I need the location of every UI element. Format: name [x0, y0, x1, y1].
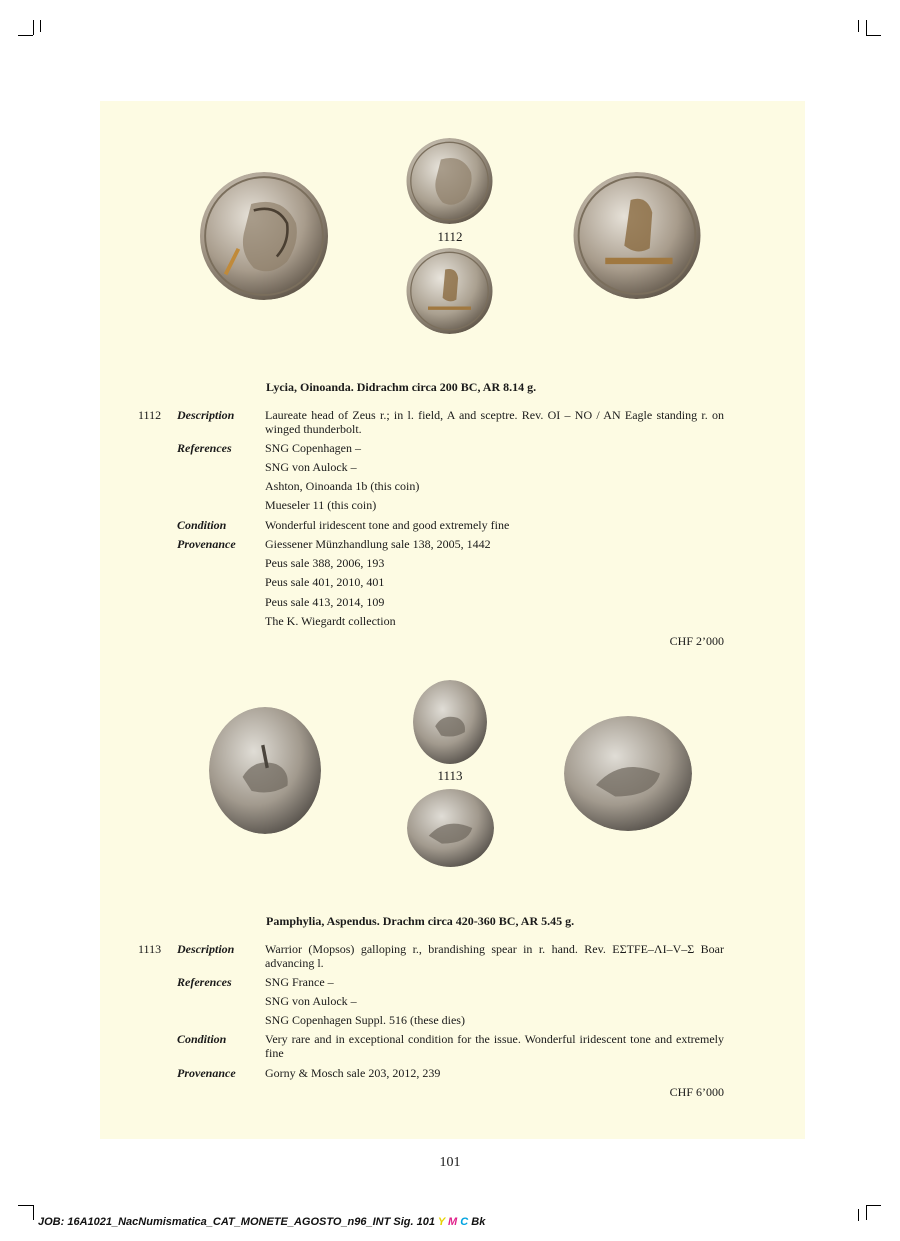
provenance-item: The K. Wiegardt collection — [265, 614, 396, 628]
lot-number: 1113 — [138, 942, 162, 956]
lot-number: 1112 — [138, 408, 162, 422]
coin-image-caption: 1112 — [437, 229, 463, 244]
coin-image-obverse-large — [209, 707, 321, 834]
provenance-item: Peus sale 401, 2010, 401 — [265, 575, 385, 589]
provenance-label: Provenance — [177, 1066, 236, 1080]
crop-mark — [33, 20, 34, 35]
crop-mark — [18, 1205, 33, 1206]
description-label: Description — [177, 942, 235, 956]
description-text: Warrior (Mopsos) galloping r., brandishing spear in r. hand. Rev. ΕΣΤFΕ–ΛΙ–V–Σ Boar advancing l. — [265, 942, 724, 970]
provenance-item: Giessener Münzhandlung sale 138, 2005, 1442 — [265, 537, 491, 551]
reference-item: Ashton, Oinoanda 1b (this coin) — [265, 479, 420, 493]
crop-mark — [18, 35, 33, 36]
print-job-footer — [38, 1216, 485, 1228]
references-label: References — [177, 975, 232, 989]
lot-price: CHF 6’000 — [669, 1085, 724, 1099]
color-mark-magenta: M — [448, 1216, 458, 1228]
provenance-item: Gorny & Mosch sale 203, 2012, 239 — [265, 1066, 441, 1080]
crop-mark — [858, 1209, 859, 1221]
provenance-item: Peus sale 413, 2014, 109 — [265, 595, 385, 609]
crop-mark — [866, 35, 881, 36]
provenance-item: Peus sale 388, 2006, 193 — [265, 556, 385, 570]
coin-image-obverse-small — [406, 138, 493, 224]
lot-price: CHF 2’000 — [669, 634, 724, 648]
coin-image-reverse-small — [406, 248, 493, 334]
description-text: Laureate head of Zeus r.; in l. field, A and sceptre. Rev. OI – NO / AN Eagle standing r. on winged thunderbolt. — [265, 408, 724, 436]
coin-image-obverse-small — [413, 680, 487, 764]
crop-mark — [858, 20, 859, 32]
job-text: JOB: 16A1021_NacNumismatica_CAT_MONETE_AGOSTO_n96_INT Sig. 101 — [38, 1216, 435, 1228]
coin-image-reverse-large — [564, 716, 692, 831]
reference-item: SNG von Aulock – — [265, 460, 357, 474]
crop-mark — [866, 20, 867, 35]
provenance-label: Provenance — [177, 537, 236, 551]
coin-image-obverse-large — [199, 172, 329, 300]
condition-text: Wonderful iridescent tone and good extremely fine — [265, 518, 510, 532]
condition-label: Condition — [177, 518, 227, 532]
color-mark-black: Bk — [471, 1216, 486, 1228]
lot-title: Lycia, Oinoanda. Didrachm circa 200 BC, AR 8.14 g. — [266, 380, 537, 394]
coin-image-caption: 1113 — [437, 768, 463, 783]
reference-item: SNG France – — [265, 975, 334, 989]
color-mark-yellow: Y — [437, 1216, 445, 1228]
coin-image-reverse-large — [573, 172, 701, 299]
references-label: References — [177, 441, 232, 455]
crop-mark — [866, 1205, 881, 1206]
reference-item: SNG von Aulock – — [265, 994, 357, 1008]
condition-label: Condition — [177, 1032, 227, 1046]
crop-mark — [33, 1205, 34, 1220]
coin-image-reverse-small — [407, 789, 494, 867]
reference-item: Mueseler 11 (this coin) — [265, 498, 377, 512]
description-label: Description — [177, 408, 235, 422]
color-mark-cyan: C — [460, 1216, 469, 1228]
crop-mark — [866, 1205, 867, 1220]
reference-item: SNG Copenhagen – — [265, 441, 361, 455]
condition-text: Very rare and in exceptional condition for the issue. Wonderful iridescent tone and extremely fine — [265, 1032, 724, 1060]
crop-mark — [40, 20, 41, 32]
lot-title: Pamphylia, Aspendus. Drachm circa 420-360 BC, AR 5.45 g. — [266, 914, 575, 928]
page-number: 101 — [439, 1155, 461, 1170]
reference-item: SNG Copenhagen Suppl. 516 (these dies) — [265, 1013, 465, 1027]
